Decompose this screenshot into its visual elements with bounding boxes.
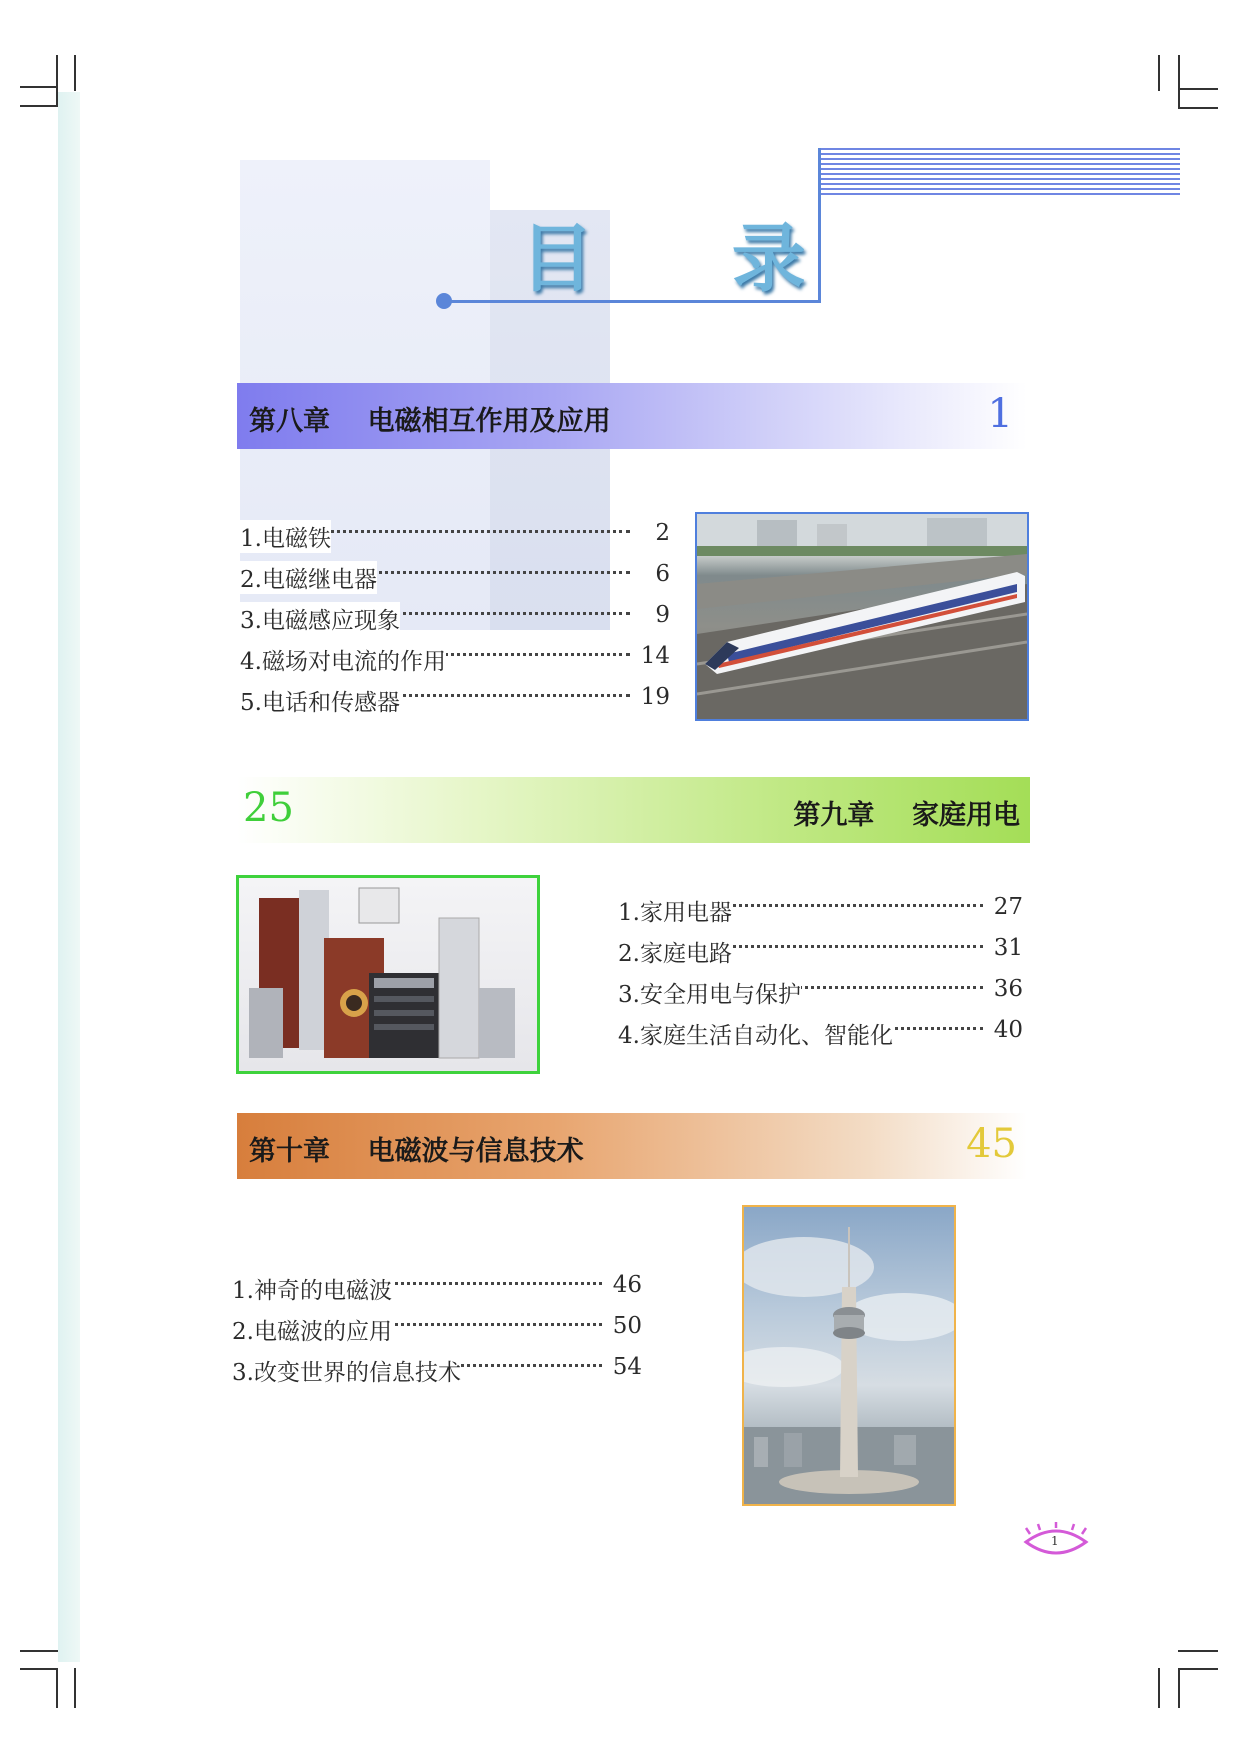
chapter-9-heading: 第九章 家庭用电 [793,800,1020,831]
toc-entry-page: 31 [988,935,1023,961]
toc-entry-page: 50 [607,1313,642,1339]
toc-entry[interactable] [240,561,670,602]
page-title: 目 录 [520,216,862,302]
toc-entry-title: 3.安全用电与保护 [618,976,801,1009]
toc-entry-page: 40 [988,1017,1023,1043]
chapter-9-banner[interactable] [237,777,1030,843]
toc-entry-title: 3.电磁感应现象 [240,602,400,635]
toc-entry[interactable] [618,935,1023,976]
toc-entry[interactable] [232,1272,642,1313]
toc-entry[interactable] [618,1017,1023,1058]
toc-entry-page: 36 [988,976,1023,1002]
crop-mark [56,1668,58,1708]
toc-entry[interactable] [240,520,670,561]
page-number: 1 [1051,1534,1059,1548]
decorative-stripes [820,148,1180,196]
toc-entry-page: 2 [649,520,670,546]
crop-mark [1178,1650,1218,1652]
crop-mark [20,86,58,88]
chapter-8-toc [240,520,670,725]
toc-entry-title: 4.磁场对电流的作用 [240,643,446,676]
toc-entry-title: 4.家庭生活自动化、智能化 [618,1017,893,1050]
toc-entry-title: 1.神奇的电磁波 [232,1272,392,1305]
crop-mark [20,105,58,107]
crop-mark [1178,1668,1218,1670]
chapter-10-heading: 第十章 电磁波与信息技术 [249,1136,584,1167]
chapter-10-page: 45 [966,1121,1017,1167]
toc-entry-title: 3.改变世界的信息技术 [232,1354,461,1387]
toc-entry-page: 9 [649,602,670,628]
toc-entry-title: 5.电话和传感器 [240,684,400,717]
title-dot [436,293,452,309]
chapter-8-page: 1 [987,391,1013,437]
crop-mark [20,1668,58,1670]
maglev-train-photo [695,512,1029,721]
chapter-8-banner[interactable] [237,383,1027,449]
toc-entry-page: 6 [649,561,670,587]
toc-entry-page: 19 [635,684,670,710]
crop-mark [1178,1668,1180,1708]
folio [1020,1522,1092,1562]
toc-entry[interactable] [240,602,670,643]
chapter-9-page: 25 [243,785,294,831]
chapter-9-toc [618,894,1023,1058]
left-margin-strip [58,92,80,1662]
crop-mark [74,1668,76,1708]
maglev-train-image [697,514,1027,719]
toc-entry-title: 2.家庭电路 [618,935,732,968]
toc-entry-title: 1.家用电器 [618,894,732,927]
crop-mark [1178,107,1218,109]
toc-entry[interactable] [618,894,1023,935]
toc-entry[interactable] [240,684,670,725]
toc-entry-title: 2.电磁波的应用 [232,1313,392,1346]
chapter-10-banner[interactable] [237,1113,1027,1179]
toc-entry[interactable] [232,1313,642,1354]
crop-mark [1158,55,1160,91]
toc-entry-page: 54 [607,1354,642,1380]
chapter-8-heading: 第八章 电磁相互作用及应用 [249,406,611,437]
toc-entry[interactable] [618,976,1023,1017]
toc-entry[interactable] [232,1354,642,1395]
tv-tower-photo [742,1205,956,1506]
crop-mark [74,55,76,91]
toc-entry-page: 46 [607,1272,642,1298]
home-audio-image [239,878,537,1071]
home-audio-photo [236,875,540,1074]
tv-tower-image [744,1207,954,1504]
toc-entry-page: 14 [635,643,670,669]
toc-entry-page: 27 [988,894,1023,920]
crop-mark [1178,55,1180,107]
crop-mark [1178,88,1218,90]
crop-mark [20,1650,58,1652]
toc-entry[interactable] [240,643,670,684]
chapter-10-toc [232,1272,642,1395]
crop-mark [1158,1668,1160,1708]
toc-entry-title: 2.电磁继电器 [240,561,377,594]
toc-entry-title: 1.电磁铁 [240,520,331,553]
